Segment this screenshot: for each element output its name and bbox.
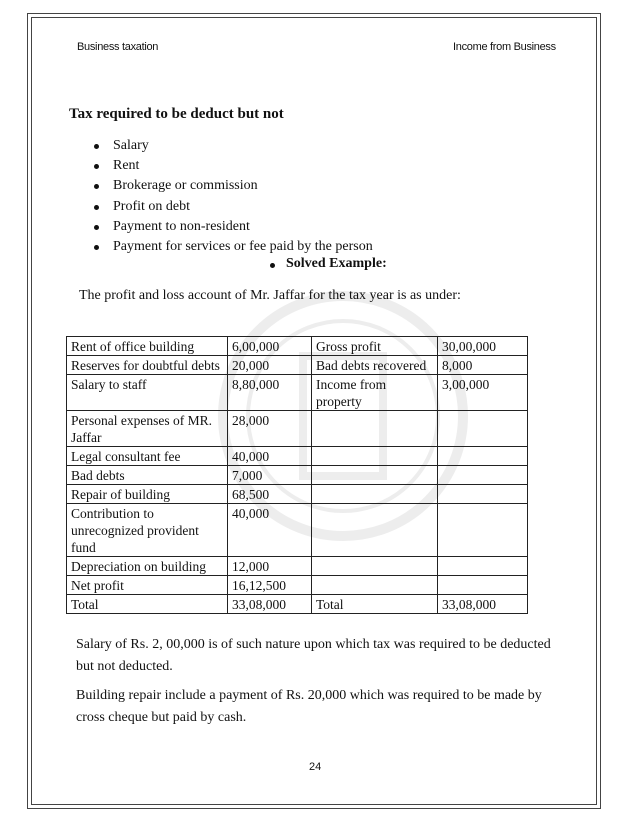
table-cell: Total bbox=[312, 595, 438, 614]
table-cell: 40,000 bbox=[228, 447, 312, 466]
list-item: Brokerage or commission bbox=[91, 176, 373, 196]
list-item: Rent bbox=[91, 156, 373, 176]
table-cell: 8,80,000 bbox=[228, 375, 312, 411]
table-cell bbox=[438, 576, 528, 595]
table-cell bbox=[438, 504, 528, 557]
table-cell: Net profit bbox=[67, 576, 228, 595]
table-cell: Salary to staff bbox=[67, 375, 228, 411]
table-cell: 8,000 bbox=[438, 356, 528, 375]
table-cell: Total bbox=[67, 595, 228, 614]
table-cell: Gross profit bbox=[312, 337, 438, 356]
table-cell bbox=[312, 447, 438, 466]
table-row bbox=[67, 337, 572, 356]
table-cell: Personal expenses of MR. Jaffar bbox=[67, 411, 228, 447]
table-cell: 33,08,000 bbox=[438, 595, 528, 614]
table-cell: 20,000 bbox=[228, 356, 312, 375]
header-right: Income from Business bbox=[453, 41, 556, 53]
page-number: 24 bbox=[309, 761, 322, 773]
table-cell bbox=[312, 576, 438, 595]
table-cell: Bad debts bbox=[67, 466, 228, 485]
table-cell: 30,00,000 bbox=[438, 337, 528, 356]
table-row bbox=[67, 447, 572, 466]
table-cell: 16,12,500 bbox=[228, 576, 312, 595]
table-row bbox=[67, 576, 572, 595]
table-cell bbox=[312, 485, 438, 504]
table-cell bbox=[438, 466, 528, 485]
table-row bbox=[67, 375, 572, 411]
table-cell: Bad debts recovered bbox=[312, 356, 438, 375]
table-cell: 7,000 bbox=[228, 466, 312, 485]
table-cell: Income from property bbox=[312, 375, 438, 411]
list-item: Salary bbox=[91, 136, 373, 156]
table-cell bbox=[438, 557, 528, 576]
section-heading: Tax required to be deduct but not bbox=[69, 106, 284, 122]
bullet-list bbox=[91, 136, 373, 257]
table-row bbox=[67, 466, 572, 485]
table-cell: Reserves for doubtful debts bbox=[67, 356, 228, 375]
table-cell bbox=[312, 466, 438, 485]
intro-text: The profit and loss account of Mr. Jaffar for the tax year is as under: bbox=[79, 288, 461, 303]
table-cell: Depreciation on building bbox=[67, 557, 228, 576]
table-cell: Legal consultant fee bbox=[67, 447, 228, 466]
list-item: Profit on debt bbox=[91, 197, 373, 217]
table-cell: Contribution to unrecognized provident fund bbox=[67, 504, 228, 557]
header-left: Business taxation bbox=[77, 41, 159, 53]
table-cell: Repair of building bbox=[67, 485, 228, 504]
table-cell: 68,500 bbox=[228, 485, 312, 504]
list-item: Payment for services or fee paid by the person bbox=[91, 237, 373, 257]
table-cell: 6,00,000 bbox=[228, 337, 312, 356]
table-cell bbox=[312, 557, 438, 576]
table-cell: Rent of office building bbox=[67, 337, 228, 356]
table-row bbox=[67, 411, 572, 447]
list-item: Payment to non-resident bbox=[91, 217, 373, 237]
table-cell: 12,000 bbox=[228, 557, 312, 576]
table-cell bbox=[438, 411, 528, 447]
solved-example-heading: Solved Example: bbox=[268, 256, 387, 272]
table-row bbox=[67, 595, 572, 614]
table-row bbox=[67, 356, 572, 375]
table-cell: 28,000 bbox=[228, 411, 312, 447]
profit-loss-table bbox=[66, 336, 572, 614]
table-cell bbox=[312, 411, 438, 447]
table-cell: 3,00,000 bbox=[438, 375, 528, 411]
table-row bbox=[67, 557, 572, 576]
table-cell bbox=[312, 504, 438, 557]
table-cell: 40,000 bbox=[228, 504, 312, 557]
paragraph-building-repair: Building repair include a payment of Rs. 20,000 which was required to be made by cross cheque but paid by cash. bbox=[76, 688, 542, 725]
table-cell bbox=[438, 485, 528, 504]
table-cell: 33,08,000 bbox=[228, 595, 312, 614]
table-row bbox=[67, 485, 572, 504]
table-cell bbox=[438, 447, 528, 466]
paragraph-salary: Salary of Rs. 2, 00,000 is of such nature upon which tax was required to be deducted but not deducted. bbox=[76, 637, 551, 674]
table-row bbox=[67, 504, 572, 557]
